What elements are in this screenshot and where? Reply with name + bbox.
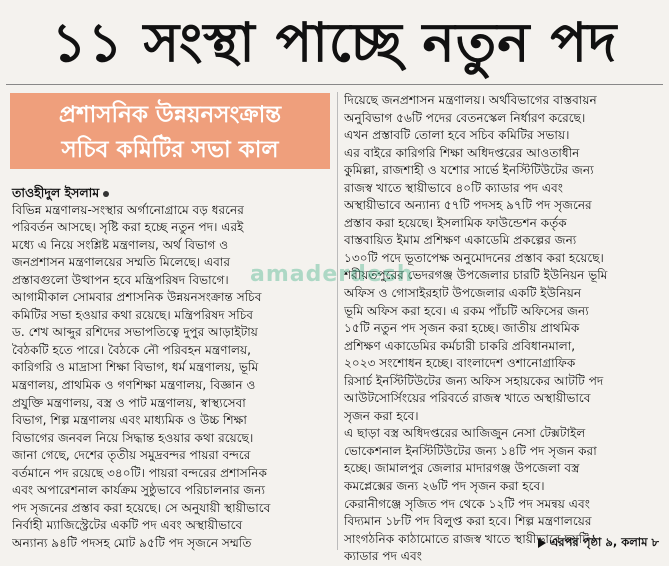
right-line: এ ছাড়া বস্ত্র অধিদপ্তরের আজিজুন নেসা টেক্সটাইল [344, 426, 586, 441]
left-line: নির্বাহী ম্যাজিস্ট্রেটের একটি পদ এবং অস্থায়ীভাবে [12, 518, 243, 533]
column-divider [337, 92, 338, 550]
right-line: সাংগঠনিক কাঠামোতে রাজস্ব খাতে স্থায়ীভাবে ছয়টি [344, 531, 589, 546]
left-line: জনপ্রশাসন মন্ত্রণালয়ের সম্মতি মিলেছে। এবার [12, 255, 231, 270]
right-line: রিসার্চ ইনস্টিটিউটের জন্য অফিস সহায়কের আটটি পদ [344, 373, 604, 388]
right-line: ভূমি অফিস করা হবে। এ রকম পাঁচটি অফিসের জন্য [344, 303, 589, 318]
right-line: এখন প্রস্তাবটি তোলা হবে সচিব কমিটির সভায়। [344, 128, 570, 143]
right-line: ক্যাডার পদ এবং [344, 549, 422, 564]
right-line: কুমিল্লা, রাজশাহী ও যশোর সার্ভে ইনস্টিটিউটের জন্য [344, 163, 594, 178]
right-line: সৃজন করা হবে। [344, 408, 419, 423]
left-line: বিভিন্ন মন্ত্রণালয়-সংস্থার অর্গানোগ্রামে বড় ধরনের [12, 202, 244, 217]
right-line: বিদ্যমান ১৮টি পদ বিলুপ্ত করা হবে। শিল্প মন্ত্রণালয়ের [344, 514, 592, 529]
right-line: দিয়েছে জনপ্রশাসন মন্ত্রণালয়। অর্থবিভাগের বাস্তবায়ন [344, 93, 597, 107]
right-column [344, 92, 662, 566]
left-line: প্রযুক্তি মন্ত্রণালয়, বস্ত্র ও পাট মন্ত্রণালয়, স্বাস্থ্যসেবা [12, 395, 246, 410]
left-column [12, 184, 332, 552]
right-line: অনুবিভাগ ৫৬টি পদের বেতনস্কেল নির্ধারণ করেছে। [344, 110, 586, 125]
left-line: বিভাগের জনবল নিয়ে সিদ্ধান্ত হওয়ার কথা রয়েছে। [12, 430, 254, 445]
right-line: রাজস্ব খাতে স্থায়ীভাবে ৪০টি ক্যাডার পদ এবং [344, 180, 563, 195]
subheadline-line-2: সচিব কমিটির সভা কাল [61, 137, 279, 163]
right-line: প্রস্তাব করা হয়েছে। ইসলামিক ফাউন্ডেশন কর্তৃক [344, 215, 567, 230]
byline-name: তাওহীদুল ইসলাম [12, 185, 100, 200]
left-line: ড. শেখ আব্দুর রশিদের সভাপতিত্বে দুপুর আড়াইটায় [12, 325, 258, 340]
right-line: অস্থায়ীভাবে অন্যান্য ৫৭টি পদসহ ৯৭টি পদ সৃজনের [344, 198, 592, 213]
right-line: ১৩০টি পদে ভূতাপেক্ষ অনুমোদনের প্রস্তাব করা হয়েছে। [344, 250, 604, 265]
left-line: বৈঠকটি হতে পারে। বৈঠকে নৌ পরিবহন মন্ত্রণালয়, [12, 342, 252, 357]
left-line: প্রস্তাবগুলো উত্থাপন হবে মন্ত্রিপরিষদ বিভাগে। [12, 272, 229, 287]
left-line: বর্তমানে পদ রয়েছে ৩৪০টি। পায়রা বন্দরের প্রশাসনিক [12, 465, 267, 480]
subheadline-box [10, 93, 330, 169]
left-line: অন্যান্য ৯৪টি পদসহ মোট ৯৫টি পদ সৃজনে সম্মতি [12, 535, 252, 550]
right-line: অফিস ও গোসাইরহাট উপজেলার একটি ইউনিয়ন [344, 286, 582, 301]
left-line: মধ্যে এ নিয়ে সংশ্লিষ্ট মন্ত্রণালয়, অর্থ বিভাগ ও [12, 237, 229, 252]
left-line: এবং অপারেশনাল কার্যক্রম সুষ্ঠুভাবে পরিচালনার জন্য [12, 483, 265, 498]
left-line: পদ সৃজনের প্রস্তাব করা হয়েছে। সে অনুযায়ী স্থায়ীভাবে [12, 500, 271, 515]
arrow-right-icon [538, 538, 546, 548]
continuation-text: এরপর পৃষ্ঠা ৯, কলাম ৮ [549, 535, 659, 549]
bullet-icon [103, 191, 109, 197]
right-line: হচ্ছে। জামালপুর জেলার মাদারগঞ্জ উপজেলা বস্ত্র [344, 461, 580, 476]
continuation-note[interactable] [538, 534, 659, 553]
left-column-text [12, 202, 332, 553]
right-line: বাস্তবায়িত ইমাম প্রশিক্ষণ একাডেমি প্রকল্পের জন্য [344, 233, 577, 248]
right-line: এর বাইরে কারিগরি শিক্ষা অধিদপ্তরের আওতাধীন [344, 145, 580, 160]
headline-rule [6, 84, 663, 85]
left-line: আগামীকাল সোমবার প্রশাসনিক উন্নয়নসংক্রান্ত সচিব [12, 290, 262, 305]
left-line: জানা গেছে, দেশের তৃতীয় সমুদ্রবন্দর পায়রা বন্দরে [12, 448, 251, 463]
right-line: ১৫টি নতুন পদ সৃজন করা হচ্ছে। জাতীয় প্রাথমিক [344, 321, 580, 336]
left-line: কমিটির সভা হওয়ার কথা রয়েছে। মন্ত্রিপরিষদ সচিব [12, 307, 254, 322]
right-line: আউটসোর্সিংয়ের পরিবর্তে রাজস্ব খাতে অস্থায়ীভাবে [344, 391, 591, 406]
headline: ১১ সংস্থা পাচ্ছে নতুন পদ [51, 10, 618, 74]
right-column-text [344, 92, 662, 566]
watermark: amaderdesh [250, 262, 414, 287]
left-line: কারিগরি ও মাদ্রাসা শিক্ষা বিভাগ, ধর্ম মন্ত্রণালয়, ভূমি [12, 360, 259, 375]
right-line: প্রশিক্ষণ একাডেমির কর্মচারী চাকরি প্রবিধানমালা, [344, 338, 576, 353]
right-line: কেরানীগঞ্জে সৃজিত পদ থেকে ১২টি পদ সমন্বয় এবং [344, 496, 590, 511]
right-line: কমপ্লেক্সের জন্য ২৬টি পদ সৃজন করা হবে। [344, 479, 545, 494]
right-line: ভোকেশনাল ইনস্টিটিউটের জন্য ১৪টি পদ সৃজন করা [344, 443, 597, 458]
left-line: পরিবর্তন আসছে। সৃষ্টি করা হচ্ছে নতুন পদ। এরই [12, 220, 244, 235]
subheadline-line-1: প্রশাসনিক উন্নয়নসংক্রান্ত [58, 102, 282, 128]
left-line: বিভাগ, শিল্প মন্ত্রণালয় এবং মাধ্যমিক ও উচ্চ শিক্ষা [12, 413, 247, 428]
right-line: ২০২৩ সংশোধন হচ্ছে। বাংলাদেশ ওশানোগ্রাফিক [344, 356, 576, 371]
right-line: শরীয়তপুরের ভেদরগঞ্জ উপজেলার চারটি ইউনিয়ন ভূমি [344, 268, 608, 283]
byline [12, 184, 332, 202]
left-line: মন্ত্রণালয়, প্রাথমিক ও গণশিক্ষা মন্ত্রণালয়, বিজ্ঞান ও [12, 378, 256, 393]
